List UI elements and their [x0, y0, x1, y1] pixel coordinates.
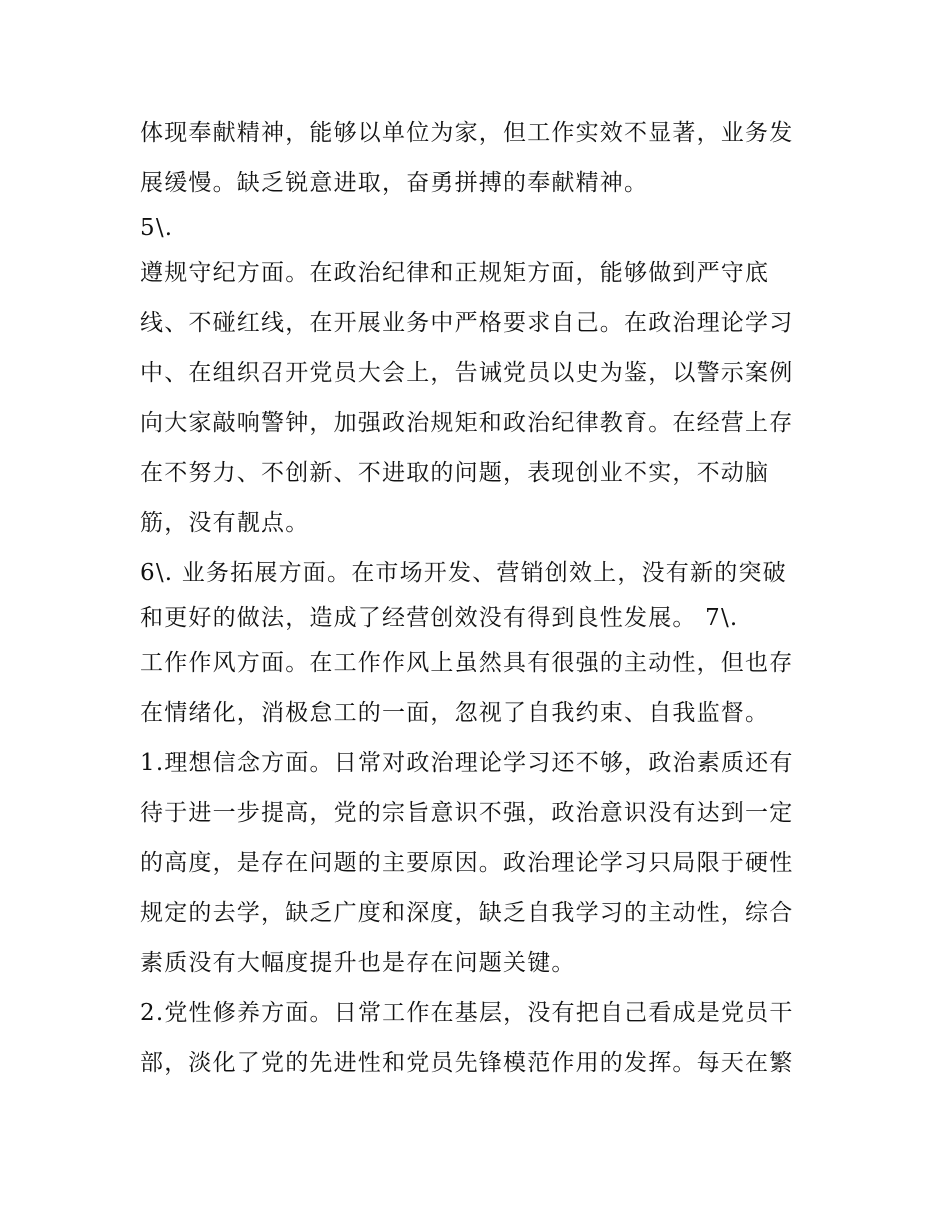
text-line: 6\. 业务拓展方面。在市场开发、营销创效上，没有新的突破 — [140, 560, 787, 586]
text-line: 中、在组织召开党员大会上，告诫党员以史为鉴，以警示案例 — [140, 360, 794, 386]
text-line: 素质没有大幅度提升也是存在问题关键。 — [140, 950, 576, 976]
text-line: 筋，没有靓点。 — [140, 510, 310, 536]
text-line: 线、不碰红线，在开展业务中严格要求自己。在政治理论学习 — [140, 310, 794, 336]
text-line: 展缓慢。缺乏锐意进取，奋勇拼搏的奉献精神。 — [140, 170, 649, 196]
section-number: 5\. — [140, 215, 174, 241]
text-line: 向大家敲响警钟，加强政治规矩和政治纪律教育。在经营上存 — [140, 410, 794, 436]
text-line: 1.理想信念方面。日常对政治理论学习还不够，政治素质还有 — [140, 750, 794, 776]
text-line: 规定的去学，缺乏广度和深度，缺乏自我学习的主动性，综合 — [140, 900, 794, 926]
text-line: 和更好的做法，造成了经营创效没有得到良性发展。 7\. — [140, 605, 739, 631]
text-line: 的高度，是存在问题的主要原因。政治理论学习只局限于硬性 — [140, 850, 794, 876]
text-line: 待于进一步提高，党的宗旨意识不强，政治意识没有达到一定 — [140, 800, 794, 826]
text-line: 在不努力、不创新、不进取的问题，表现创业不实，不动脑 — [140, 460, 770, 486]
text-line: 体现奉献精神，能够以单位为家，但工作实效不显著，业务发 — [140, 120, 794, 146]
text-line: 2.党性修养方面。日常工作在基层，没有把自己看成是党员干 — [140, 1000, 794, 1026]
text-line: 遵规守纪方面。在政治纪律和正规矩方面，能够做到严守底 — [140, 260, 770, 286]
text-line: 工作作风方面。在工作作风上虽然具有很强的主动性，但也存 — [140, 650, 794, 676]
text-line: 在情绪化，消极怠工的一面，忽视了自我约束、自我监督。 — [140, 700, 770, 726]
text-line: 部，淡化了党的先进性和党员先锋模范作用的发挥。每天在繁 — [140, 1050, 794, 1076]
document-body — [140, 108, 820, 1088]
